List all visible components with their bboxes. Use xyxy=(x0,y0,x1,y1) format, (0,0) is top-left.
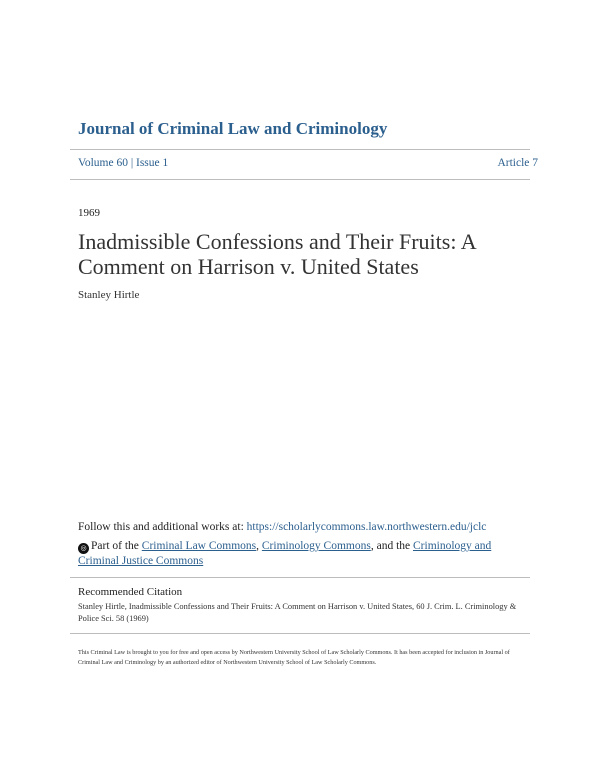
part-of-sep2: , and the xyxy=(370,540,413,552)
part-of-sep1: , xyxy=(256,540,262,552)
recommended-citation-heading: Recommended Citation xyxy=(78,586,183,598)
criminal-law-commons-link[interactable]: Criminal Law Commons xyxy=(141,540,257,552)
volume-issue-link[interactable]: Volume 60 | Issue 1 xyxy=(78,157,169,169)
access-notice: This Criminal Law is brought to you for free and open access by Northwestern University School of Law Scholarly Commons. It has been accepted for inclusion in Journal of Criminal Law and Criminology by an authorized editor of Northwestern University School of Law Scholarly Commons. xyxy=(78,649,510,666)
citation-divider xyxy=(70,577,530,578)
header-divider-top xyxy=(70,149,530,150)
article-number-link[interactable]: Article 7 xyxy=(497,157,538,169)
follow-label: Follow this and additional works at: xyxy=(78,521,247,533)
footer-divider xyxy=(70,633,530,634)
part-of-prefix: Part of the xyxy=(91,540,142,552)
criminology-criminal-justice-commons-link[interactable]: Criminology and Criminal Justice Commons xyxy=(78,540,492,567)
article-title: Inadmissible Confessions and Their Fruits: A Comment on Harrison v. United States xyxy=(78,229,476,279)
criminology-commons-link[interactable]: Criminology Commons xyxy=(261,540,371,552)
journal-title-link[interactable]: Journal of Criminal Law and Criminology xyxy=(78,119,388,138)
recommended-citation-text: Stanley Hirtle, Inadmissible Confessions and Their Fruits: A Comment on Harrison v. United States, 60 J. Crim. L. Criminology & Police Sci. 58 (1969) xyxy=(78,602,517,623)
part-of-commons xyxy=(78,539,533,569)
author-name: Stanley Hirtle xyxy=(78,289,140,301)
publication-year: 1969 xyxy=(78,207,100,219)
header-divider-bottom xyxy=(70,179,530,180)
collection-url-link[interactable]: https://scholarlycommons.law.northwestern.edu/jclc xyxy=(246,521,487,533)
commons-network-icon: ◎ xyxy=(78,543,89,554)
follow-line xyxy=(78,521,538,533)
